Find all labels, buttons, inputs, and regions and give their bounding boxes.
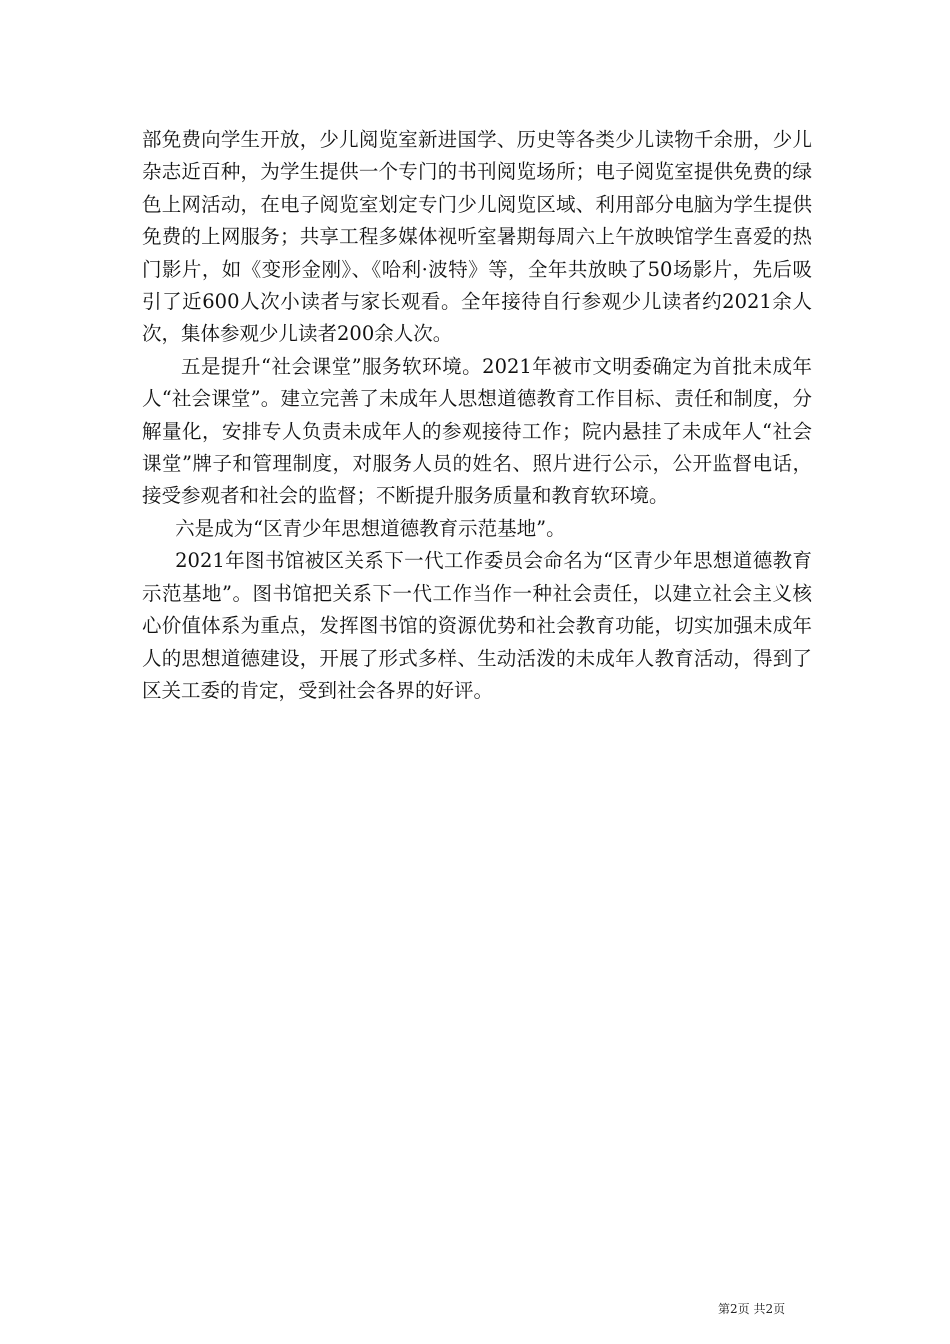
- paragraph-library-services: 部免费向学生开放，少儿阅览室新进国学、历史等各类少儿读物千余册，少儿杂志近百种，为学生提供一个专门的书刊阅览场所；电子阅览室提供免费的绿色上网活动，在电子阅览室划定专门少儿阅览区域、利用部分电脑为学生提供免费的上网服务；共享工程多媒体视听室暑期每周六上午放映馆学生喜爱的热门影片，如《变形金刚》、《哈利·波特》等，全年共放映了50场影片，先后吸引了近600人次小读者与家长观看。全年接待自行参观少儿读者约2021余人次，集体参观少儿读者200余人次。: [142, 128, 812, 346]
- paragraph-demonstration-base-detail: 2021年图书馆被区关系下一代工作委员会命名为“区青少年思想道德教育示范基地”。图书馆把关系下一代工作当作一种社会责任，以建立社会主义核心价值体系为重点，发挥图书馆的资源优势和社会教育功能，切实加强未成年人的思想道德建设，开展了形式多样、生动活泼的未成年人教育活动，得到了区关工委的肯定，受到社会各界的好评。: [142, 549, 812, 702]
- paragraph-demonstration-base-heading: 六是成为“区青少年思想道德教育示范基地”。: [175, 516, 566, 540]
- page-number: 第2页 共2页: [718, 1302, 786, 1316]
- document-body: [142, 124, 812, 707]
- paragraph-social-classroom: 五是提升“社会课堂”服务软环境。2021年被市文明委确定为首批未成年人“社会课堂”。建立完善了未成年人思想道德教育工作目标、责任和制度，分解量化，安排专人负责未成年人的参观接待工作；院内悬挂了未成年人“社会课堂”牌子和管理制度，对服务人员的姓名、照片进行公示，公开监督电话，接受参观者和社会的监督；不断提升服务质量和教育软环境。: [142, 354, 812, 508]
